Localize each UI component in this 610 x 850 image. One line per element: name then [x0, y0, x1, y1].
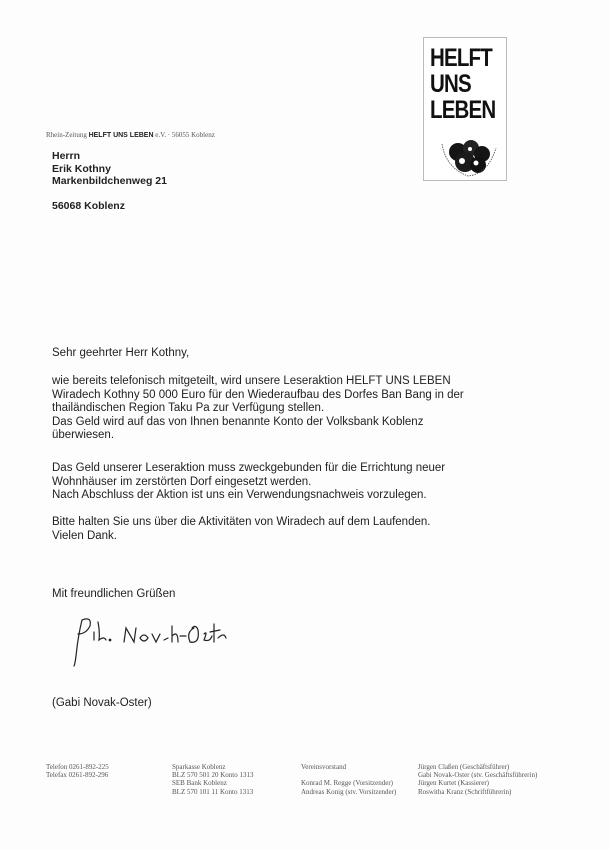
logo-word-leben: LEBEN: [430, 96, 496, 124]
signer-name: (Gabi Novak-Oster): [52, 697, 152, 709]
helft-uns-leben-logo: [423, 37, 507, 181]
recipient-street: Markenbildchenweg 21: [52, 175, 167, 187]
footer-board: [301, 763, 396, 796]
footer-board-member: Andreas Konig (stv. Vorsitzender): [301, 787, 397, 796]
footer-bank1-details: BLZ 570 501 20 Konto 1313: [172, 771, 254, 780]
footer-contact: [46, 763, 109, 779]
footer-management-member: Gabi Novak-Oster (stv. Geschäftsführerin): [418, 771, 538, 780]
recipient-name: Erik Kothny: [52, 162, 111, 175]
sender-suffix: e.V. · 56055 Koblenz: [155, 131, 215, 139]
sender-prefix: Rhein-Zeitung: [46, 131, 87, 139]
text-line: Das Geld unserer Leseraktion muss zweckgebunden für die Errichtung neuer: [52, 462, 446, 474]
recipient-address: [52, 150, 167, 212]
children-group-icon: [438, 134, 500, 178]
footer-management-member: Jürgen Kurtet (Kassierer): [418, 779, 490, 788]
text-line: Wiradech Kothny 50 000 Euro für den Wiederaufbau des Dorfes Ban Bang in der: [52, 388, 464, 401]
footer-bank1-name: Sparkasse Koblenz: [172, 763, 226, 771]
letter-paragraph-2: [52, 462, 445, 503]
letter-paragraph-1: [52, 375, 464, 443]
footer-management-member: Jürgen Claßen (Geschäftsführer): [418, 763, 510, 771]
text-line: Nach Abschluss der Aktion ist uns ein Verwendungsnachweis vorzulegen.: [52, 489, 427, 501]
recipient-city: 56068 Koblenz: [52, 199, 125, 212]
logo-word-helft: HELFT: [430, 44, 492, 72]
footer-banks: [172, 763, 253, 796]
footer-board-heading: Vereinsvorstand: [301, 763, 347, 771]
handwritten-signature-icon: [68, 612, 228, 668]
recipient-salutation: Herrn: [52, 150, 81, 162]
sender-organization: HELFT UNS LEBEN: [88, 132, 154, 139]
letter-salutation: Sehr geehrter Herr Kothny,: [52, 347, 190, 359]
text-line: Das Geld wird auf das von Ihnen benannte Konto der Volksbank Koblenz: [52, 415, 424, 428]
footer-fax: Telefax 0261-892-296: [46, 771, 109, 780]
text-line: wie bereits telefonisch mitgeteilt, wird unsere Leseraktion HELFT UNS LEBEN: [52, 375, 451, 387]
footer-phone: Telefon 0261-892-225: [46, 763, 109, 771]
letter-paragraph-3: [52, 516, 430, 543]
logo-word-uns: UNS: [430, 70, 471, 98]
text-line: Bitte halten Sie uns über die Aktivitäten von Wiradech auf dem Laufenden.: [52, 516, 431, 528]
text-line: thailändischen Region Taku Pa zur Verfügung stellen.: [52, 402, 325, 414]
spacer: [301, 771, 396, 779]
text-line: Wohnhäuser im zerstörten Dorf eingesetzt werden.: [52, 475, 312, 488]
sender-return-address: [46, 131, 215, 139]
footer-management-member: Roswitha Kranz (Schriftführerin): [418, 787, 512, 796]
letter-closing: Mit freundlichen Grüßen: [52, 588, 176, 600]
footer-bank2-details: BLZ 570 101 11 Konto 1313: [172, 787, 254, 796]
footer-board-member: Konrad M. Regge (Vorsitzender): [301, 779, 394, 788]
footer-management: [418, 763, 537, 796]
text-line: Vielen Dank.: [52, 529, 117, 542]
footer-bank2-name: SEB Bank Koblenz: [172, 779, 227, 788]
text-line: überwiesen.: [52, 429, 115, 441]
